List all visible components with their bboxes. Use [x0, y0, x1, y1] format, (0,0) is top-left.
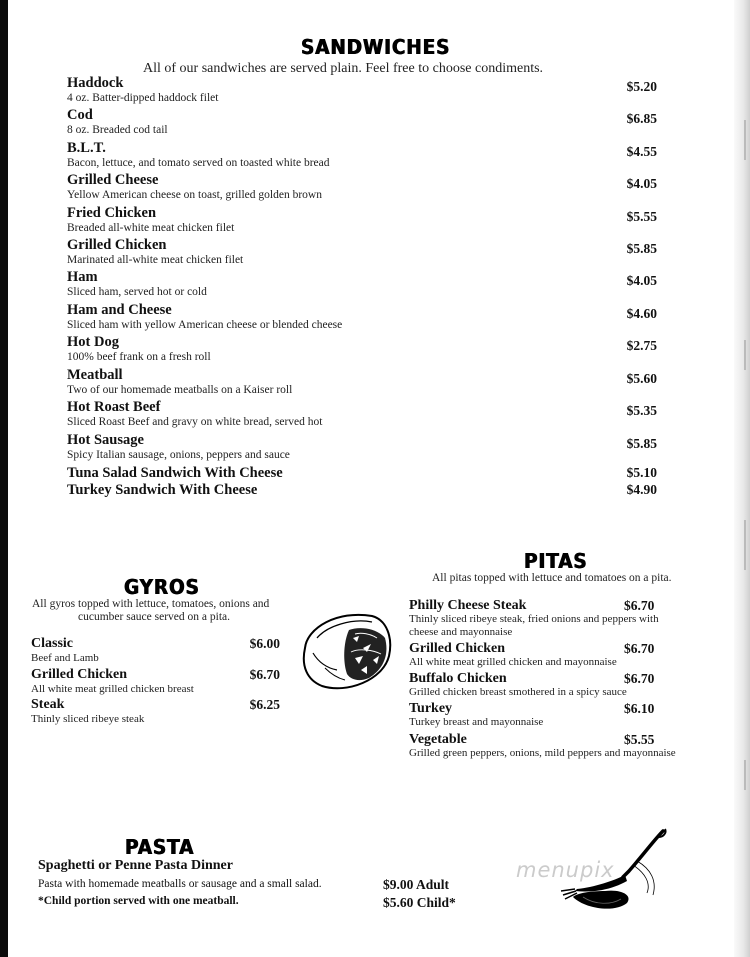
pita-name: Turkey [409, 701, 453, 716]
sandwich-price: $5.85 [626, 436, 657, 451]
sandwich-price: $4.55 [626, 144, 657, 159]
sandwich-price: $4.05 [626, 176, 657, 191]
sandwich-price: $5.10 [626, 465, 657, 480]
gyro-desc: All white meat grilled chicken breast [31, 683, 194, 695]
gyro-name: Grilled Chicken [31, 667, 128, 682]
sandwiches-heading: SANDWICHES [301, 35, 451, 59]
pasta-item-desc: Pasta with homemade meatballs or sausage and a small salad. [38, 878, 322, 890]
sandwich-item [67, 482, 667, 498]
pita-desc: Grilled chicken breast smothered in a spicy sauce [409, 686, 627, 698]
gyro-desc: Thinly sliced ribeye steak [31, 713, 145, 725]
pita-item [409, 671, 689, 699]
watermark: menupix [516, 858, 615, 882]
sandwich-desc: Two of our homemade meatballs on a Kaiser roll [67, 384, 293, 396]
sandwich-name: Fried Chicken [67, 205, 157, 221]
sandwich-desc: Sliced ham with yellow American cheese or blended cheese [67, 319, 343, 331]
gyros-note-line2: cucumber sauce served on a pita. [78, 611, 230, 623]
sandwich-name: Grilled Chicken [67, 237, 167, 253]
gyro-price: $6.25 [249, 697, 280, 712]
sandwich-desc: Marinated all-white meat chicken filet [67, 254, 244, 266]
sandwich-name: Grilled Cheese [67, 172, 159, 188]
pita-item [409, 598, 689, 639]
pita-item [409, 641, 689, 669]
sandwich-item [67, 205, 667, 235]
sandwich-price: $5.60 [626, 371, 657, 386]
sandwich-item [67, 465, 667, 481]
pita-desc: All white meat grilled chicken and mayonnaise [409, 656, 617, 668]
pita-name: Buffalo Chicken [409, 671, 507, 686]
pita-desc: Turkey breast and mayonnaise [409, 716, 544, 728]
gyros-heading: GYROS [124, 575, 200, 599]
sandwich-desc: Sliced Roast Beef and gravy on white bread, served hot [67, 416, 323, 428]
sandwich-item [67, 75, 667, 105]
sandwich-name: Tuna Salad Sandwich With Cheese [67, 465, 283, 481]
sandwich-item [67, 269, 667, 299]
pita-name: Grilled Chicken [409, 641, 506, 656]
sandwich-desc: 8 oz. Breaded cod tail [67, 124, 168, 136]
gyro-price: $6.70 [249, 667, 280, 682]
sandwich-name: Ham [67, 269, 98, 285]
pita-price: $6.10 [624, 701, 655, 716]
sandwich-price: $5.20 [626, 79, 657, 94]
sandwich-desc: 4 oz. Batter-dipped haddock filet [67, 92, 219, 104]
pasta-heading: PASTA [125, 835, 195, 859]
fork-pasta-illustration-icon [555, 825, 675, 915]
gyro-item [31, 697, 286, 726]
sandwich-desc: Sliced ham, served hot or cold [67, 286, 207, 298]
pita-desc: Thinly sliced ribeye steak, fried onions and peppers with cheese and mayonnaise [409, 613, 659, 638]
pita-desc: Grilled green peppers, onions, mild peppers and mayonnaise [409, 747, 676, 759]
gyro-name: Classic [31, 636, 73, 651]
sandwich-price: $4.90 [626, 482, 657, 497]
sandwich-item [67, 172, 667, 202]
sandwich-desc: Yellow American cheese on toast, grilled golden brown [67, 189, 322, 201]
sandwich-item [67, 334, 667, 364]
sandwich-name: Haddock [67, 75, 124, 91]
pasta-child-note: *Child portion served with one meatball. [38, 895, 239, 907]
sandwich-item [67, 432, 667, 462]
pasta-child-price: $5.60 Child* [383, 895, 456, 910]
pita-price: $6.70 [624, 671, 655, 686]
gyro-illustration-icon [297, 608, 397, 693]
pitas-heading: PITAS [524, 549, 588, 573]
sandwich-name: Hot Dog [67, 334, 119, 350]
sandwich-price: $6.85 [626, 111, 657, 126]
sandwich-item [67, 107, 667, 137]
pitas-note: All pitas topped with lettuce and tomatoes on a pita. [432, 572, 672, 584]
sandwich-price: $4.60 [626, 306, 657, 321]
pita-price: $5.55 [624, 732, 655, 747]
sandwich-item [67, 140, 667, 170]
sandwich-price: $5.85 [626, 241, 657, 256]
pasta-adult-price: $9.00 Adult [383, 877, 450, 892]
sandwich-price: $5.55 [626, 209, 657, 224]
gyro-name: Steak [31, 697, 65, 712]
sandwich-desc: Bacon, lettuce, and tomato served on toasted white bread [67, 157, 330, 169]
sandwich-name: B.L.T. [67, 140, 106, 156]
gyro-desc: Beef and Lamb [31, 652, 99, 664]
sandwich-item [67, 237, 667, 267]
sandwich-name: Hot Roast Beef [67, 399, 161, 415]
right-border [734, 0, 750, 957]
pita-price: $6.70 [624, 641, 655, 656]
sandwich-price: $2.75 [626, 338, 657, 353]
sandwich-desc: Spicy Italian sausage, onions, peppers and sauce [67, 449, 290, 461]
sandwich-name: Ham and Cheese [67, 302, 172, 318]
gyro-item [31, 636, 286, 665]
sandwich-name: Hot Sausage [67, 432, 144, 448]
gyro-price: $6.00 [249, 636, 280, 651]
pasta-item-name: Spaghetti or Penne Pasta Dinner [38, 858, 233, 873]
sandwich-name: Cod [67, 107, 93, 123]
pita-item [409, 701, 689, 729]
sandwiches-note: All of our sandwiches are served plain. Feel free to choose condiments. [143, 61, 544, 76]
gyros-note-line1: All gyros topped with lettuce, tomatoes, onions and [32, 598, 270, 610]
sandwich-desc: 100% beef frank on a fresh roll [67, 351, 211, 363]
pita-name: Vegetable [409, 732, 467, 747]
sandwich-price: $5.35 [626, 403, 657, 418]
sandwich-name: Meatball [67, 367, 123, 383]
sandwich-item [67, 367, 667, 397]
sandwich-price: $4.05 [626, 273, 657, 288]
pita-item [409, 732, 689, 760]
sandwich-desc: Breaded all-white meat chicken filet [67, 222, 235, 234]
sandwich-name: Turkey Sandwich With Cheese [67, 482, 258, 498]
sandwich-item [67, 302, 667, 332]
pita-price: $6.70 [624, 598, 655, 613]
pita-name: Philly Cheese Steak [409, 598, 527, 613]
left-border [0, 0, 8, 957]
sandwich-item [67, 399, 667, 429]
gyro-item [31, 667, 286, 696]
